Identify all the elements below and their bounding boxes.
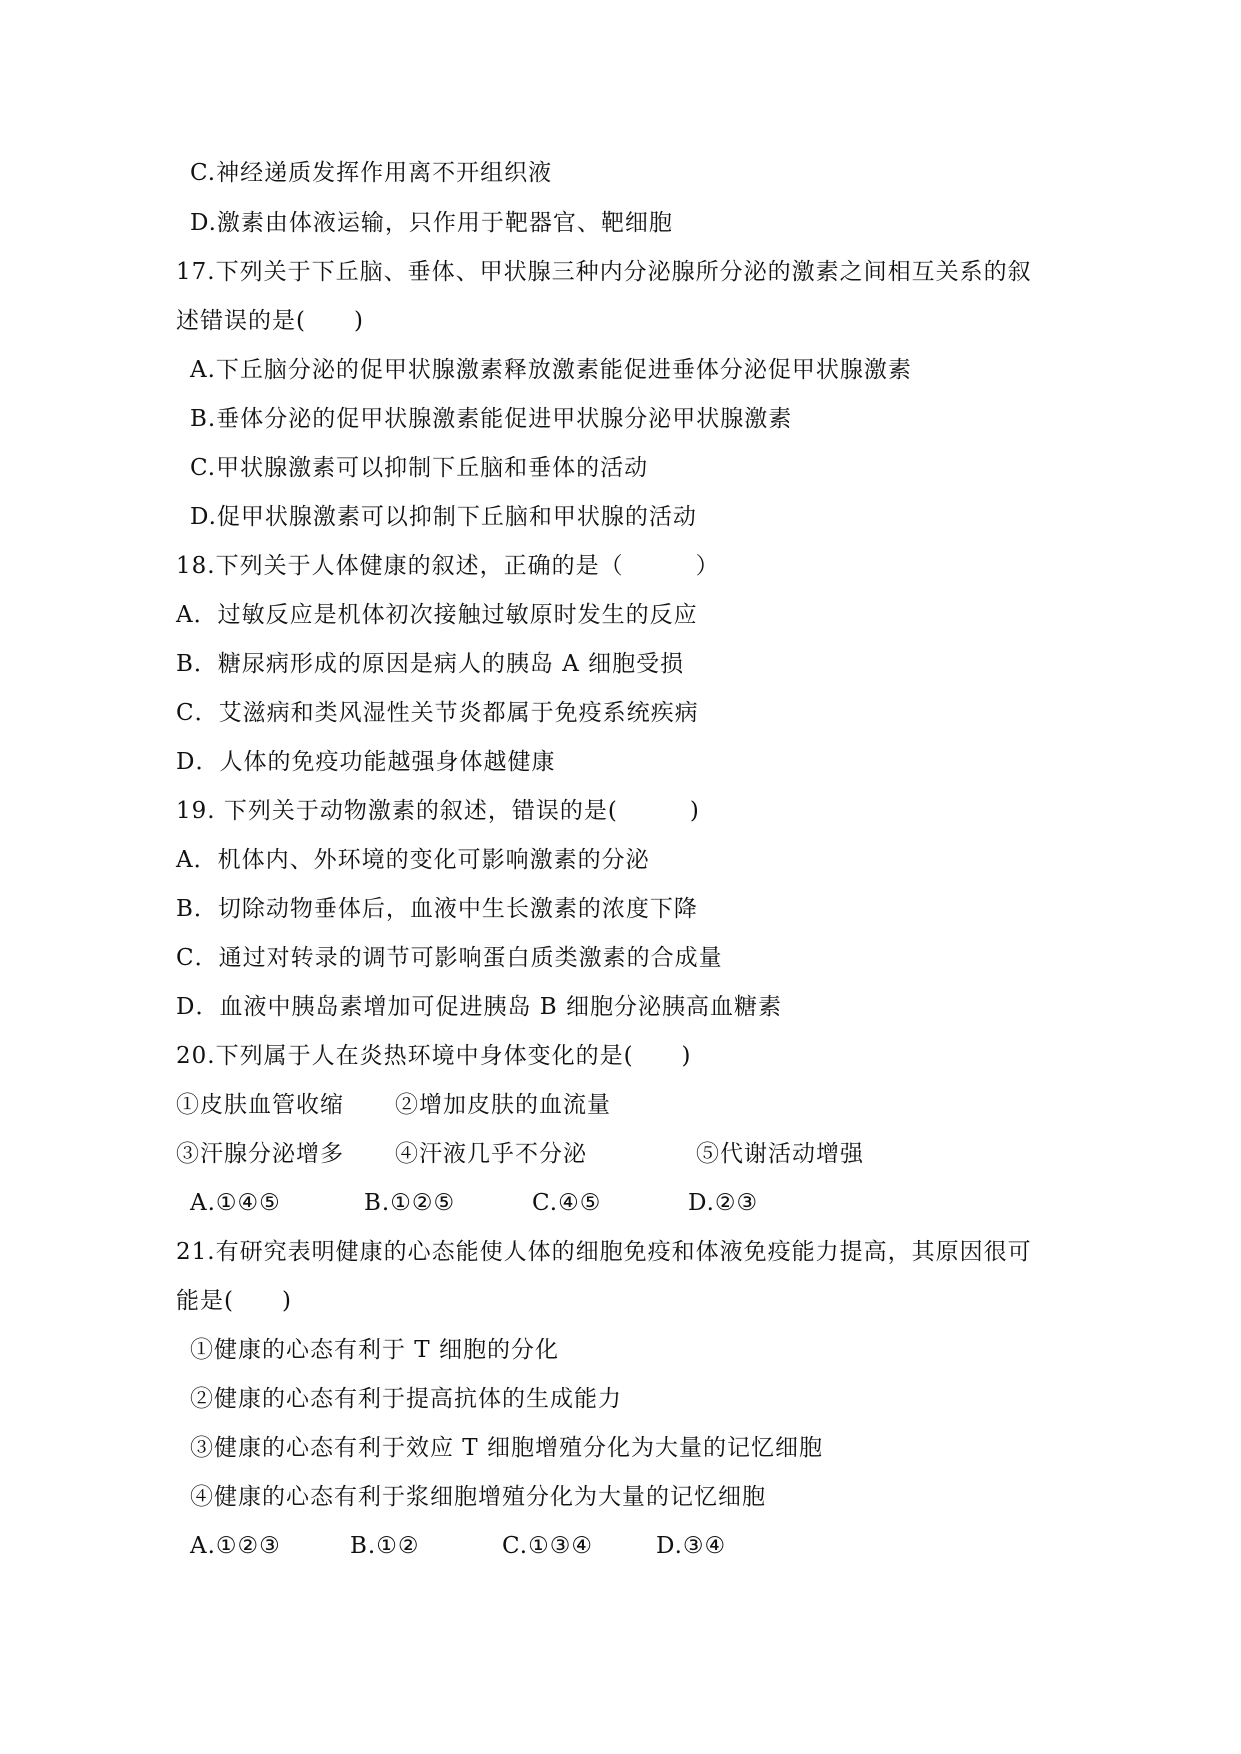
q19-option-a: A．机体内、外环境的变化可影响激素的分泌 [176, 847, 650, 873]
q20-item-5: ⑤代谢活动增强 [696, 1141, 864, 1167]
q18-stem: 18.下列关于人体健康的叙述，正确的是（ ） [176, 553, 720, 579]
q18-option-c: C．艾滋病和类风湿性关节炎都属于免疫系统疾病 [176, 700, 699, 726]
q21-option-b: B.①② [350, 1533, 420, 1559]
q17-option-b: B.垂体分泌的促甲状腺激素能促进甲状腺分泌甲状腺激素 [190, 406, 793, 432]
q20-item-2: ②增加皮肤的血流量 [395, 1092, 611, 1118]
q21-stem-line1: 21.有研究表明健康的心态能使人体的细胞免疫和体液免疫能力提高，其原因很可 [176, 1239, 1032, 1265]
q20-option-c: C.④⑤ [532, 1190, 602, 1216]
q19-stem: 19. 下列关于动物激素的叙述，错误的是( ) [176, 798, 700, 824]
q21-option-a: A.①②③ [190, 1533, 281, 1559]
q21-item-4: ④健康的心态有利于浆细胞增殖分化为大量的记忆细胞 [190, 1484, 766, 1510]
q20-option-a: A.①④⑤ [190, 1190, 281, 1216]
q21-option-c: C.①③④ [502, 1533, 593, 1559]
q17-option-c: C.甲状腺激素可以抑制下丘脑和垂体的活动 [190, 455, 649, 481]
q18-option-a: A．过敏反应是机体初次接触过敏原时发生的反应 [176, 602, 698, 628]
q16-option-c: C.神经递质发挥作用离不开组织液 [190, 160, 553, 186]
q20-option-b: B.①②⑤ [364, 1190, 456, 1216]
q20-item-4: ④汗液几乎不分泌 [395, 1141, 587, 1167]
q20-item-1: ①皮肤血管收缩 [176, 1092, 344, 1118]
q16-option-d: D.激素由体液运输，只作用于靶器官、靶细胞 [190, 210, 673, 236]
q21-stem-line2: 能是( ) [176, 1288, 292, 1314]
q19-option-c: C．通过对转录的调节可影响蛋白质类激素的合成量 [176, 945, 723, 971]
q17-option-a: A.下丘脑分泌的促甲状腺激素释放激素能促进垂体分泌促甲状腺激素 [190, 357, 912, 383]
q17-option-d: D.促甲状腺激素可以抑制下丘脑和甲状腺的活动 [190, 504, 697, 530]
q18-option-b: B．糖尿病形成的原因是病人的胰岛 A 细胞受损 [176, 651, 685, 677]
q17-stem-line1: 17.下列关于下丘脑、垂体、甲状腺三种内分泌腺所分泌的激素之间相互关系的叙 [176, 259, 1032, 285]
q20-option-d: D.②③ [688, 1190, 759, 1216]
q19-option-d: D．血液中胰岛素增加可促进胰岛 B 细胞分泌胰高血糖素 [176, 994, 782, 1020]
q21-option-d: D.③④ [656, 1533, 727, 1559]
q21-item-2: ②健康的心态有利于提高抗体的生成能力 [190, 1386, 622, 1412]
q21-item-3: ③健康的心态有利于效应 T 细胞增殖分化为大量的记忆细胞 [190, 1435, 823, 1461]
q20-item-3: ③汗腺分泌增多 [176, 1141, 344, 1167]
q19-option-b: B．切除动物垂体后，血液中生长激素的浓度下降 [176, 896, 698, 922]
q20-stem: 20.下列属于人在炎热环境中身体变化的是( ) [176, 1043, 692, 1069]
q18-option-d: D．人体的免疫功能越强身体越健康 [176, 749, 556, 775]
q21-item-1: ①健康的心态有利于 T 细胞的分化 [190, 1337, 559, 1363]
q17-stem-line2: 述错误的是( ) [176, 308, 364, 334]
